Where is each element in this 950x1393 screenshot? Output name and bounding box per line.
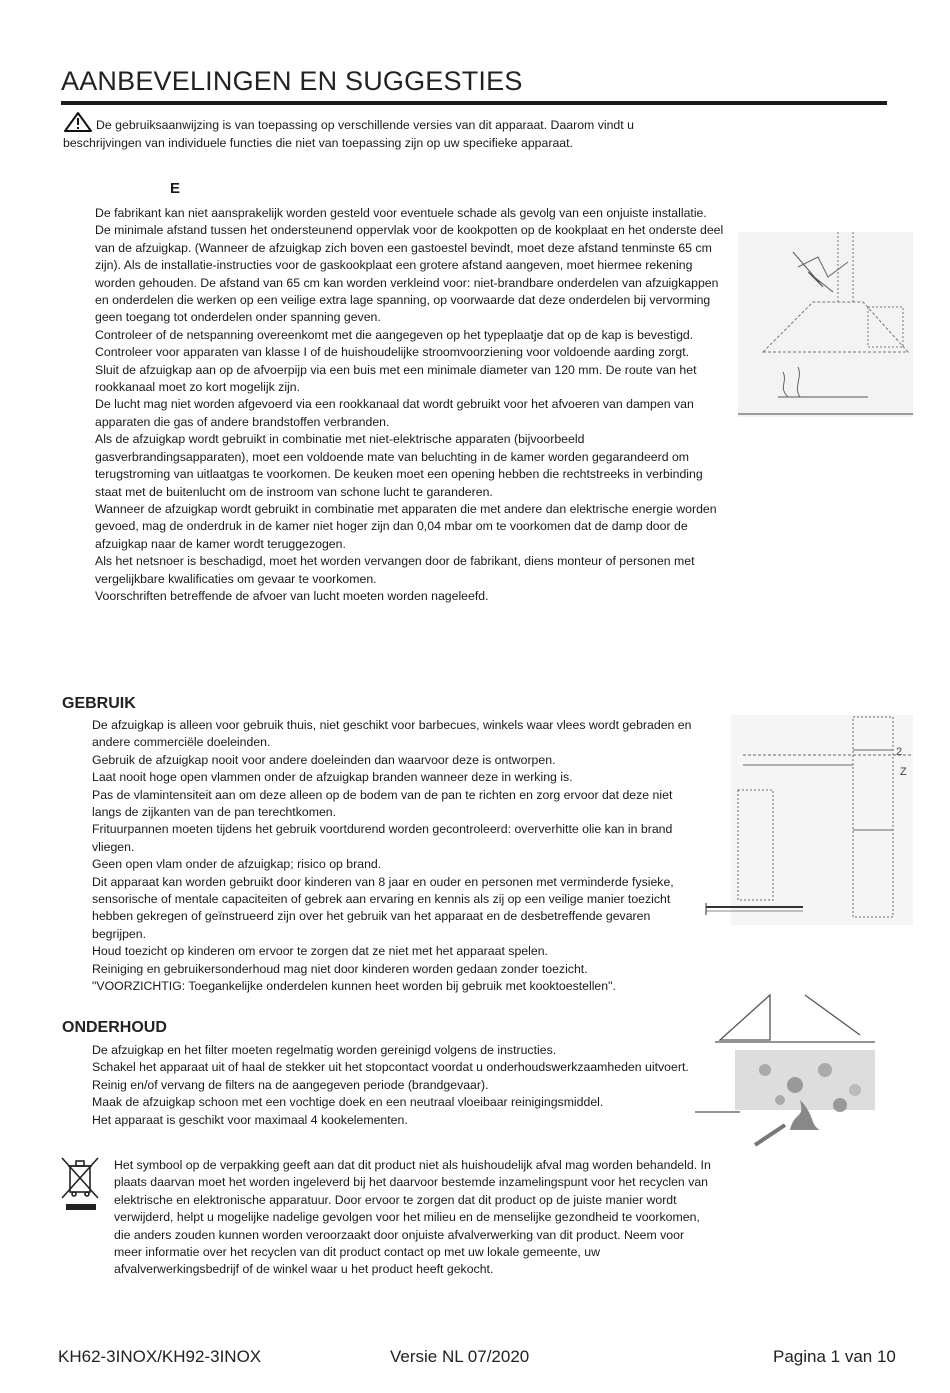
onderhoud-paragraph: Het apparaat is geschikt voor maximaal 4 kookelementen. [92,1112,408,1127]
section-e-paragraph: Controleer voor apparaten van klasse I of de huishoudelijke stroomvoorziening voor voldoende aarding zorgt. [95,345,690,360]
gebruik-paragraph: Dit apparaat kan worden gebruikt door kinderen van 8 jaar en ouder en personen met verminderde fysieke, sensorische of mentale capaciteiten of gebrek aan ervaring en kennis als zij op een veilige manier toezicht hebben gekregen of geïnstrueerd zijn over het gebruik van het apparaat en de desbetreffende gevaren begrijpen. [92,874,674,941]
gebruik-body [92,717,702,996]
svg-text:Z: Z [900,766,907,778]
footer-model: KH62-3INOX/KH92-3INOX [58,1347,262,1366]
onderhoud-paragraph: Reinig en/of vervang de filters na de aangegeven periode (brandgevaar). [92,1077,489,1092]
gebruik-paragraph: Geen open vlam onder de afzuigkap; risico op brand. [92,857,382,872]
section-e-label: E [170,180,181,197]
section-e-paragraph: Als het netsnoer is beschadigd, moet het worden vervangen door de fabrikant, diens monteur of personen met vergelijkbare kwalificaties om gevaar te voorkomen. [95,554,695,586]
section-e-paragraph: Als de afzuigkap wordt gebruikt in combinatie met niet-elektrische apparaten (bijvoorbeeld gasverbrandingsapparaten), moet een voldoende mate van beluchting in de kamer worden gegarandeerd om terugstroming van uitlaatgas te voorkomen. De keuken moet een opening hebben die rechtstreeks in verbinding staat met de buitenlucht om de instroom van schone lucht te garanderen. [95,432,703,499]
warning-icon [63,111,93,133]
crossed-out-wheelie-bin-icon [60,1156,102,1216]
section-e-paragraph: De fabrikant kan niet aansprakelijk worden gesteld voor eventuele schade als gevolg van een onjuiste installatie. [95,206,707,220]
intro-note [63,111,663,152]
section-e-paragraph: Controleer of de netspanning overeenkomt met die aangegeven op het typeplaatje dat op de kap is bevestigd. [95,327,694,342]
gebruik-paragraph: Laat nooit hoge open vlammen onder de afzuigkap branden wanneer deze in werking is. [92,770,573,785]
section-e-body [95,205,730,605]
gebruik-paragraph: De afzuigkap is alleen voor gebruik thuis, niet geschikt voor barbecues, winkels waar vlees wordt gebraden en andere commerciële doeleinden. [92,718,692,750]
section-e-paragraph: Sluit de afzuigkap aan op de afvoerpijp via een buis met een minimale diameter van 120 mm. De route van het rookkanaal moet zo kort mogelijk zijn. [95,362,697,395]
onderhoud-paragraph: De afzuigkap en het filter moeten regelmatig worden gereinigd volgens de instructies. [92,1043,557,1057]
title-underline [61,101,887,105]
gebruik-paragraph: Gebruik de afzuigkap nooit voor andere doeleinden dan waarvoor deze is ontworpen. [92,752,556,767]
onderhoud-paragraph: Maak de afzuigkap schoon met een vochtige doek en een neutraal vloeibaar reinigingsmiddel. [92,1095,604,1110]
gebruik-paragraph: Frituurpannen moeten tijdens het gebruik voortdurend worden gecontroleerd: oververhitte olie kan in brand vliegen. [92,822,673,854]
svg-text:2: 2 [896,746,903,758]
section-e-paragraph: De minimale afstand tussen het ondersteunend oppervlak voor de kookpotten op de kookplaat en het onderste deel van de afzuigkap. (Wanneer de afzuigkap zich boven een gastoestel bevindt, moet deze afstand tenminste 65 cm zijn). Als de installatie-instructies voor de gaskookplaat een grotere afstand aangeven, moet hiermee rekening worden gehouden. De afstand van 65 cm kan worden verkleind voor: niet-brandbare onderdelen van afzuigkappen en onderdelen die werken op een veilige extra lage spanning, op voorwaarde dat deze onderdelen bij vervorming geen toegang tot onderdelen onder spanning geven. [95,223,724,325]
hood-side-view-illustration [703,715,913,925]
section-heading-gebruik: GEBRUIK [62,695,136,712]
section-e-paragraph: Wanneer de afzuigkap wordt gebruikt in combinatie met apparaten die met andere dan elektrische energie worden gevoed, mag de onderdruk in de kamer niet hoger zijn dan 0,04 mbar om te voorkomen dat de damp door de afzuigkap naar de kamer wordt teruggezogen. [95,501,717,551]
section-e-paragraph: Voorschriften betreffende de afvoer van lucht moeten worden nageleefd. [95,588,489,603]
hood-distance-illustration [738,232,913,417]
gebruik-paragraph: Pas de vlamintensiteit aan om deze alleen op de bodem van de pan te richten en zorg ervoor dat deze niet langs de zijkanten van de pan terechtkomen. [92,787,673,820]
intro-text: De gebruiksaanwijzing is van toepassing op verschillende versies van dit apparaat. Daarom vindt u beschrijvingen van individuele functies die niet van toepassing zijn op uw specifieke apparaat. [63,118,634,150]
filter-fire-illustration [695,990,913,1155]
section-e-paragraph: De lucht mag niet worden afgevoerd via een rookkanaal dat wordt gebruikt voor het afvoeren van dampen van apparaten die gas of andere brandstoffen verbranden. [95,397,694,429]
section-heading-onderhoud: ONDERHOUD [62,1019,167,1036]
onderhoud-body [92,1042,707,1129]
page-title: AANBEVELINGEN EN SUGGESTIES [61,66,523,96]
gebruik-paragraph: Reiniging en gebruikersonderhoud mag niet door kinderen worden gedaan zonder toezicht. [92,961,588,976]
weee-notice: Het symbool op de verpakking geeft aan dat dit product niet als huishoudelijk afval mag worden behandeld. In plaats daarvan moet het worden ingeleverd bij het daarvoor bestemde inzamelingspunt voor het recyclen van elektrische en elektronische apparatuur. Door ervoor te zorgen dat dit product op de juiste manier wordt verwijderd, helpt u mogelijke nadelige gevolgen voor het milieu en de menselijke gezondheid te voorkomen, die anders zouden kunnen worden veroorzaakt door onjuiste afvalverwerking van dit product. Neem voor meer informatie over het recyclen van dit product contact op met uw lokale gemeente, uw afvalverwerkingsbedrijf of de winkel waar u het product heeft gekocht. [114,1158,711,1277]
footer-page-number: Pagina 1 van 10 [773,1347,896,1366]
gebruik-paragraph: Houd toezicht op kinderen om ervoor te zorgen dat ze niet met het apparaat spelen. [92,944,548,959]
onderhoud-paragraph: Schakel het apparaat uit of haal de stekker uit het stopcontact voordat u onderhoudswerkzaamheden uitvoert. [92,1060,689,1075]
gebruik-paragraph: "VOORZICHTIG: Toegankelijke onderdelen kunnen heet worden bij gebruik met kooktoestellen". [92,979,616,994]
footer-version: Versie NL 07/2020 [390,1347,530,1366]
